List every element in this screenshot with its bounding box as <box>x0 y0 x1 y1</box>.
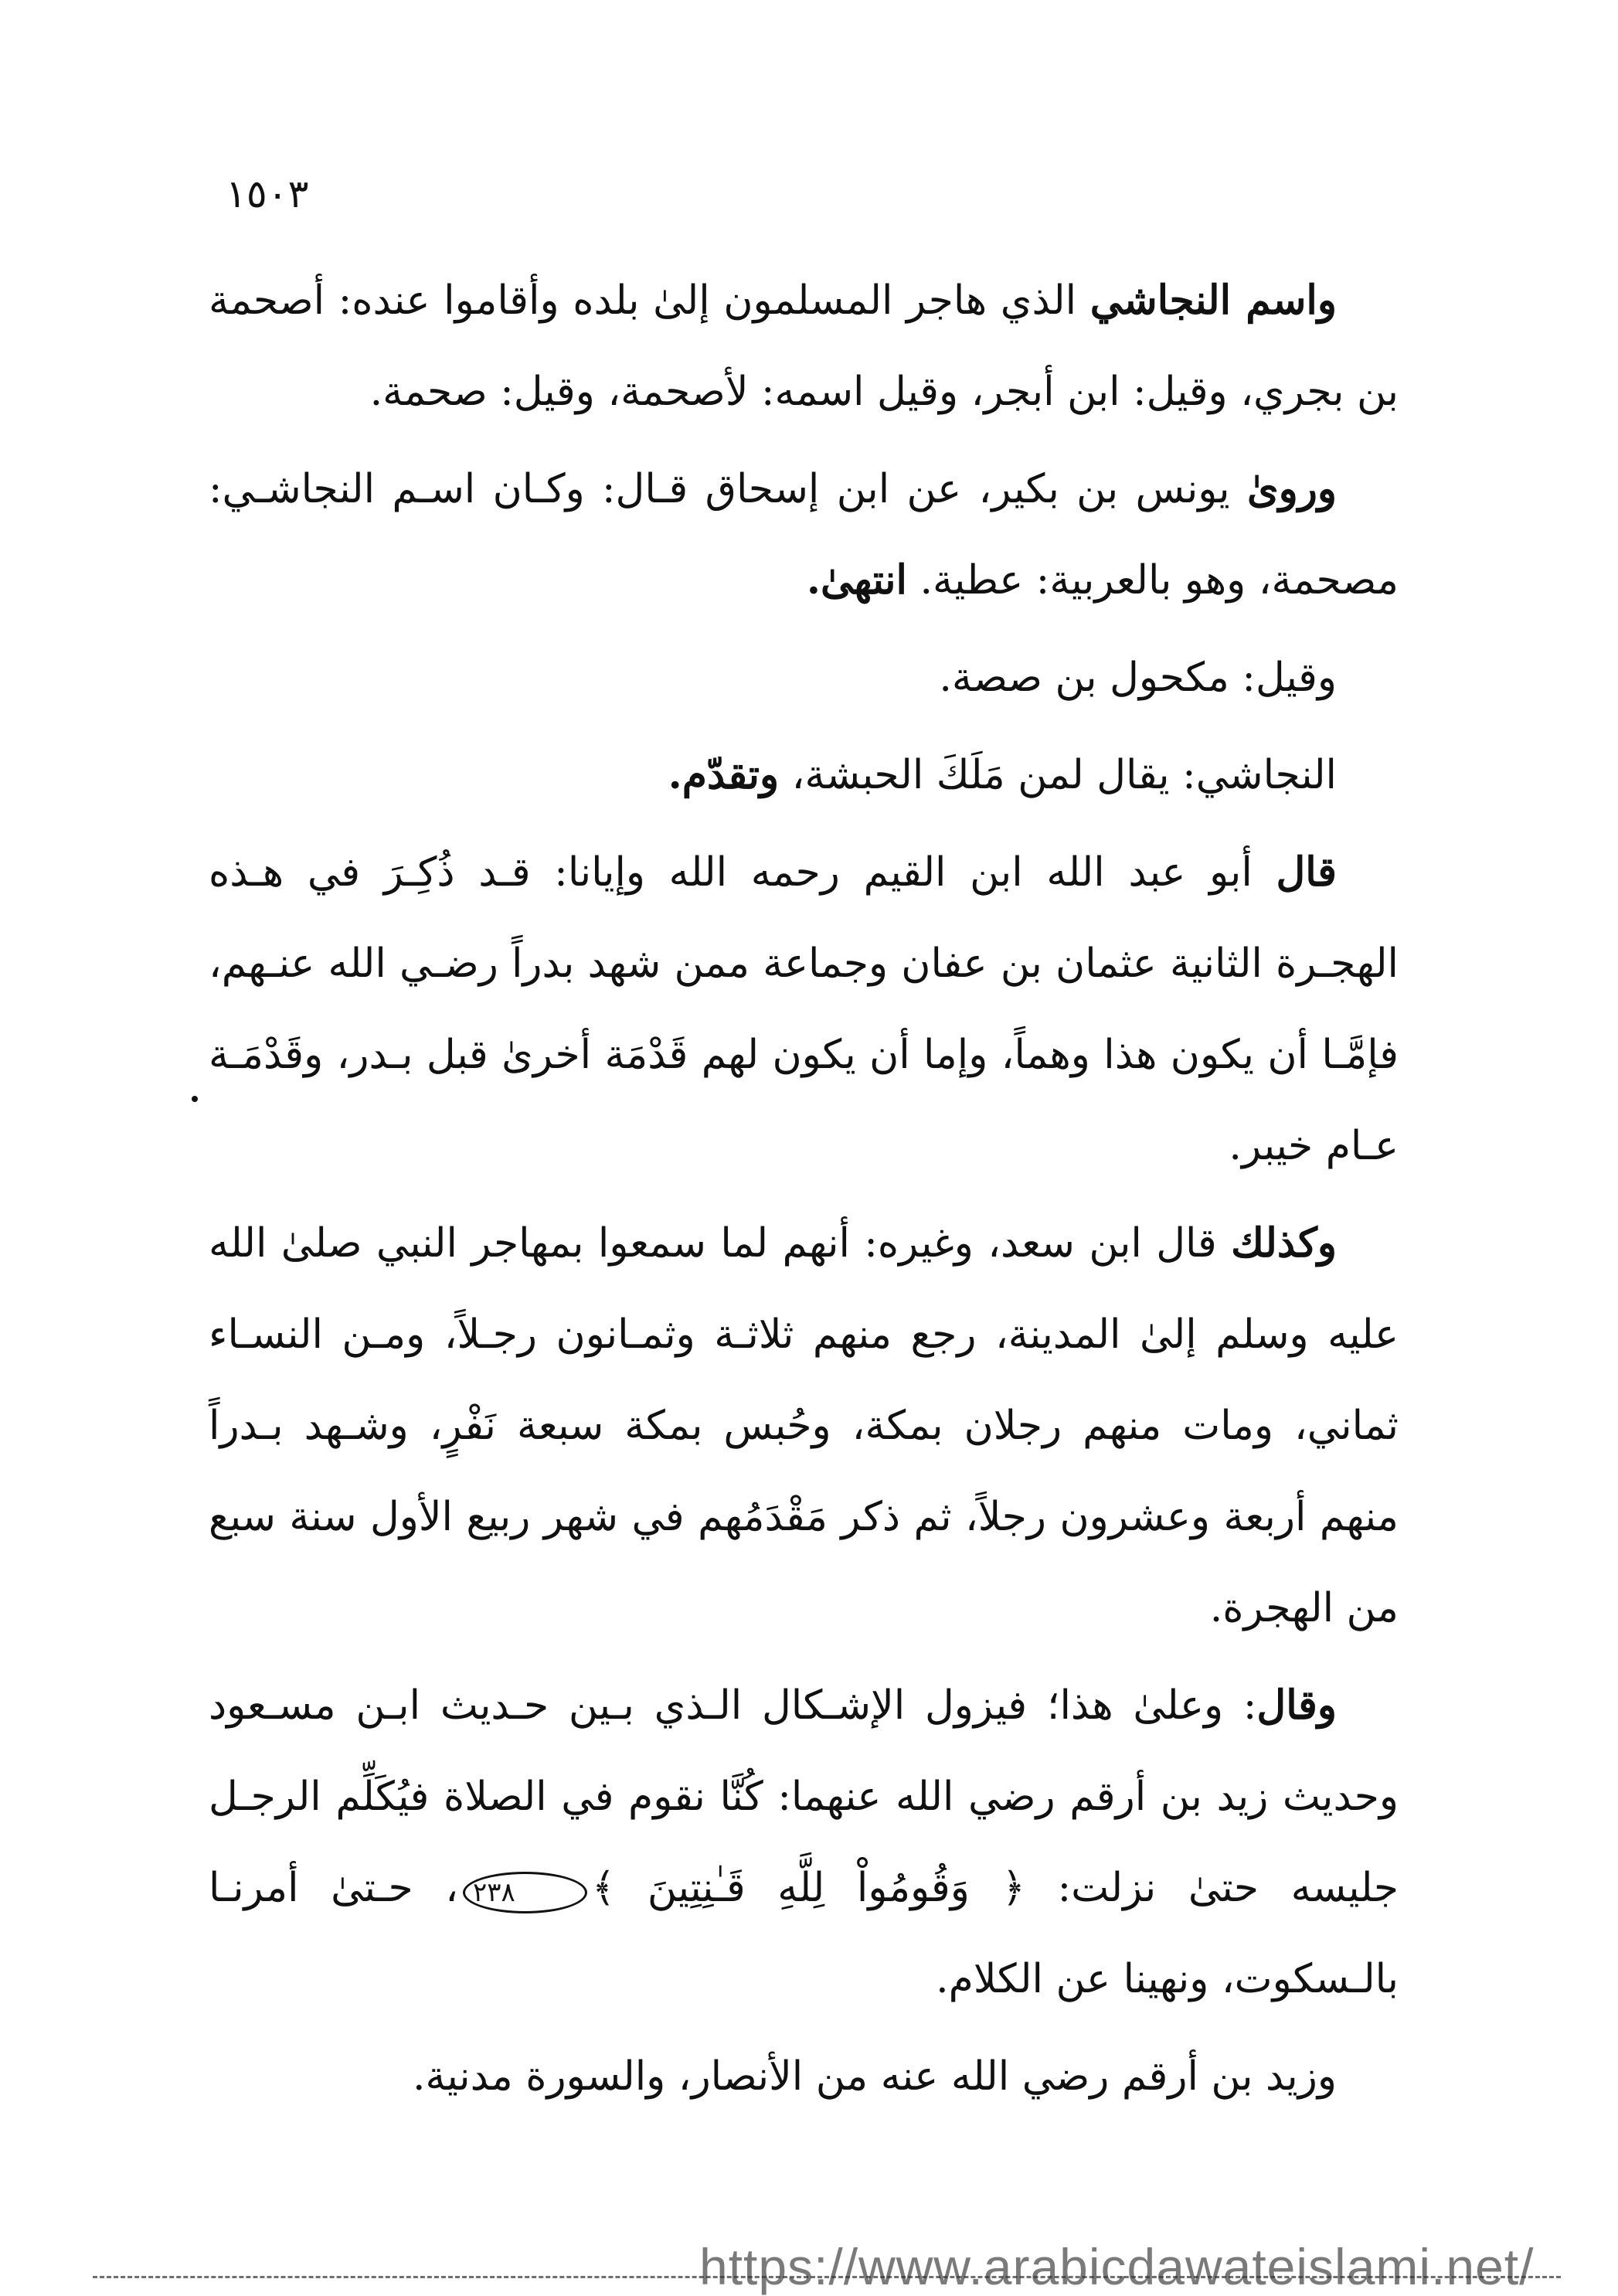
page-body <box>209 255 1399 2128</box>
site-watermark: https://www.arabicdawateislami.net/ <box>699 2238 1535 2295</box>
paragraph-end-mark: وتقدّم. <box>668 751 780 798</box>
paragraph-text: قال ابن سعد، وغيره: أنهم لما سمعوا بمهاجر النبي صلىٰ الله عليه وسلم إلىٰ المدينة، رجع منهم ثلاثـة وثمـانون رجـلاً، ومـن النسـاء ثماني، ومات منهم رجلان بمكة، وحُبس بمكة سبعة نَفْرٍ، وشـهد بـدراً منهم أربعة وعشرون رجلاً، ثم ذكر مَقْدَمُهم في شهر ربيع الأول سنة سبع من الهجرة. <box>209 1220 1399 1631</box>
paragraph-text: : وعلىٰ هذا؛ فيزول الإشـكال الـذي بـين حـديث ابـن مسـعود وحديث زيد بن أرقم رضي الله عنهما: كُنَّا نقوم في الصلاة فيُكَلِّم الرجـل جليسه حتىٰ نزلت: <box>209 1682 1399 1911</box>
paragraph-najashi-definition <box>209 730 1399 821</box>
paragraph-najashi-name <box>209 255 1399 437</box>
paragraph-text: الذي هاجر المسلمون إلىٰ بلده وأقاموا عنده: أصحمة بن بجري، وقيل: ابن أبجر، وقيل اسمه: لأصحمة، وقيل: صحمة. <box>209 277 1399 415</box>
paragraph-text: وقيل: مكحول بن صصة. <box>939 655 1337 701</box>
quran-verse: ﴿ وَقُومُواْ لِلَّهِ قَـٰنِتِينَ ﴾ <box>591 1865 1025 1911</box>
paragraph-text: النجاشي: يقال لمن مَلَكَ الحبشة، <box>779 752 1337 798</box>
paragraph-end-mark: انتهىٰ. <box>806 556 907 604</box>
paragraph-ibn-qayyim <box>209 827 1399 1192</box>
paragraph-hadith-discussion <box>209 1660 1399 2025</box>
paragraph-lead: وروىٰ <box>1246 465 1337 512</box>
paragraph-makhul <box>209 632 1399 723</box>
paragraph-ibn-saad <box>209 1198 1399 1654</box>
paragraph-zaid-ibn-arqam <box>209 2031 1399 2122</box>
paragraph-text: وزيد بن أرقم رضي الله عنه من الأنصار، والسورة مدنية. <box>413 2053 1337 2100</box>
verse-number-badge: ٢٣٨ <box>463 1872 587 1913</box>
paragraph-lead: وكذلك <box>1231 1219 1337 1267</box>
paragraph-lead: وقال <box>1256 1682 1337 1729</box>
paragraph-lead: قال <box>1276 849 1337 896</box>
page-number: ١٥٠٣ <box>226 172 309 216</box>
paragraph-lead: واسم النجاشي <box>1089 277 1337 324</box>
stray-dot-mark <box>192 1096 198 1102</box>
footer-divider <box>93 2276 1561 2281</box>
paragraph-yunus-narration <box>209 444 1399 626</box>
paragraph-text: أبو عبد الله ابن القيم رحمه الله وإيانا: قـد ذُكِـرَ في هـذه الهجـرة الثانية عثمان بن عفان وجماعة ممن شهد بدراً رضـي الله عنـهم، فإمَّـا أن يكون هذا وهماً، وإما أن يكون لهم قَدْمَة أخرىٰ قبل بـدر، وقَدْمَـة عـام خيبر. <box>209 849 1399 1169</box>
paragraph-text: ، حـتىٰ أمرنـا بالـسكوت، ونهينا عن الكلام. <box>209 1865 1399 2002</box>
paragraph-text: يونس بن بكير، عن ابن إسحاق قـال: وكـان اسـم النجاشـي: مصحمة، وهو بالعربية: عطية. <box>209 466 1399 604</box>
